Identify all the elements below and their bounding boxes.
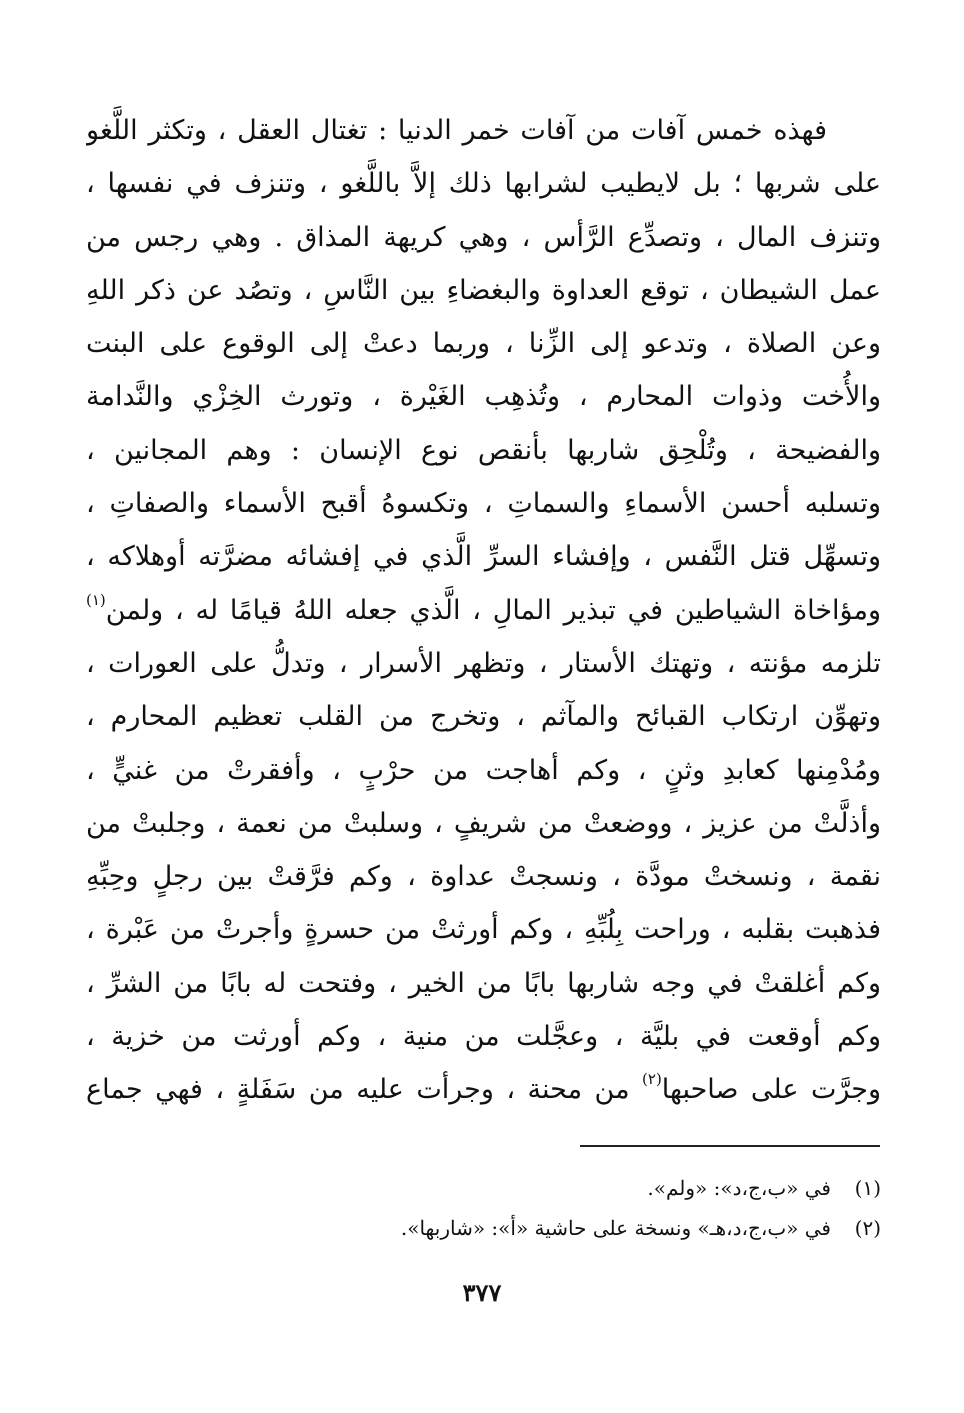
footnotes [86,1168,881,1248]
footnote-item [86,1208,881,1248]
footnote-separator [580,1145,880,1147]
body-line: وكم أغلقتْ في وجه شاربها بابًا من الخير ، وفتحت له بابًا من الشرِّ ، [86,967,881,999]
body-line: فذهبت بقلبه ، وراحت بِلُبِّهِ ، وكم أورثتْ من حسرةٍ وأجرتْ من عَبْرة ، [86,914,881,946]
body-line: وأذلَّتْ من عزيز ، ووضعتْ من شريفٍ ، وسلبتْ من نعمة ، وجلبتْ من [86,807,881,839]
footnote-text: في «ب،ج،د»: «ولم». [647,1176,831,1200]
body-line-with-footnote [86,584,881,637]
body-line: نقمة ، ونسختْ مودَّة ، ونسجتْ عداوة ، وكم فرَّقتْ بين رجلٍ وحِبِّهِ [86,861,881,893]
body-line: على شربها ؛ بل لايطيب لشرابها ذلك إلاَّ باللَّغو ، وتنزف في نفسها ، [86,168,881,200]
body-line: وتسلبه أحسن الأسماءِ والسماتِ ، وتكسوهُ أقبح الأسماء والصفاتِ ، [86,488,881,520]
body-line: فهذه خمس آفات من آفات خمر الدنيا : تغتال العقل ، وتكثر اللَّغو [86,115,827,146]
body-line: وتسهِّل قتل النَّفس ، وإفشاء السرِّ الَّذي في إفشائه مضرَّته أوهلاكه ، [86,541,881,573]
body-line: والأُخت وذوات المحارم ، وتُذهِب الغَيْرة ، وتورث الخِزْي والنَّدامة [86,381,881,413]
body-text [86,104,881,1117]
body-line: والفضيحة ، وتُلْحِق شاربها بأنقص نوع الإنسان : وهم المجانين ، [86,434,881,466]
body-line: وكم أوقعت في بليَّة ، وعجَّلت من منية ، وكم أورثت من خزية ، [86,1021,881,1053]
body-line: تلزمه مؤنته ، وتهتك الأستار ، وتظهر الأسرار ، وتدلُّ على العورات ، [86,647,881,679]
body-line: وتنزف المال ، وتصدِّع الرَّأس ، وهي كريهة المذاق . وهي رجس من [86,221,881,253]
body-line-text [86,1070,881,1106]
footnote-item [86,1168,881,1208]
body-line: وتهوِّن ارتكاب القبائح والمآثم ، وتخرج من القلب تعظيم المحارم ، [86,701,881,733]
body-line-text: ومؤاخاة الشياطين في تبذير المالِ ، الَّذي جعله اللهُ قيامًا له ، ولمن [105,594,881,626]
body-line-text: وجرَّت على صاحبها [661,1074,881,1106]
footnote-text: في «ب،ج،د،هـ» ونسخة على حاشية «أ»: «شاربها». [400,1216,831,1240]
footnote-marker-2: (٢) [642,1070,662,1089]
footnote-marker-1: (١) [86,590,106,609]
body-line-text: من محنة ، وجرأت عليه من سَفَلةٍ ، فهي جماع [86,1074,643,1106]
page-number: ٣٧٧ [462,1278,502,1307]
body-line: ومُدْمِنها كعابدِ وثنٍ ، وكم أهاجت من حرْبٍ ، وأفقرتْ من غنيٍّ ، [86,754,881,786]
footnote-number: (١) [854,1176,881,1200]
footnote-number: (٢) [854,1216,881,1240]
body-line: عمل الشيطان ، توقع العداوة والبغضاءِ بين النَّاسِ ، وتصُد عن ذكر اللهِ [86,274,881,306]
body-line-with-footnote [86,1063,881,1116]
body-line: وعن الصلاة ، وتدعو إلى الزِّنا ، وربما دعتْ إلى الوقوع على البنت [86,328,881,360]
